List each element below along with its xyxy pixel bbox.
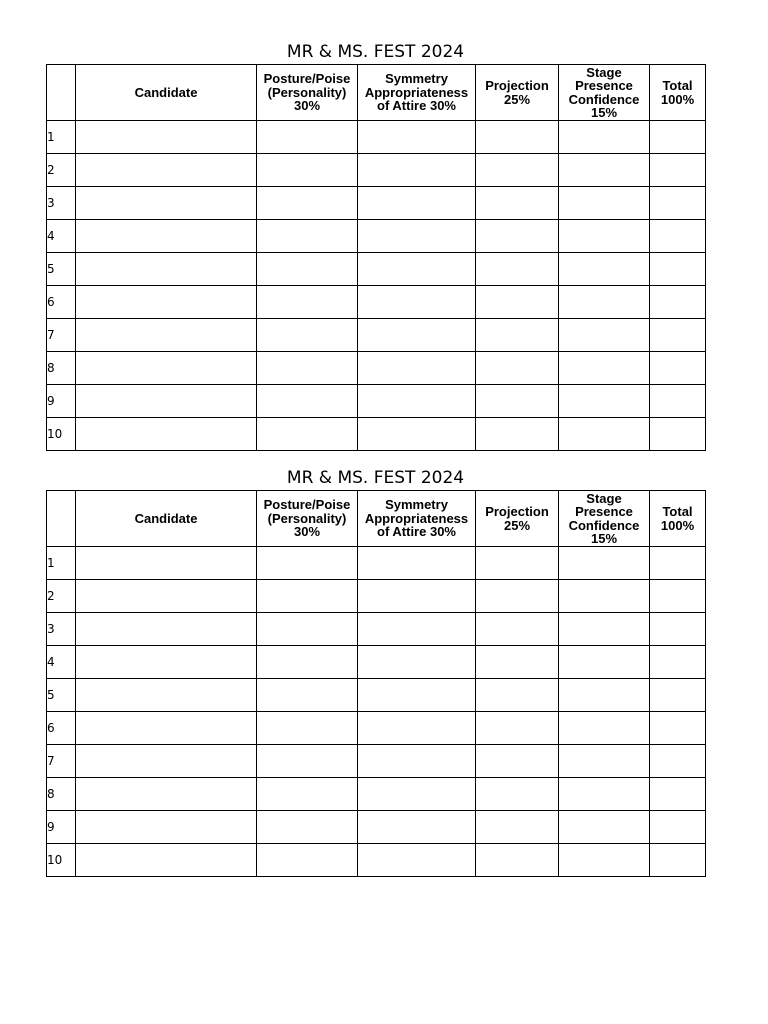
symmetry-score-cell[interactable] — [358, 154, 476, 187]
sheet-title: MR & MS. FEST 2024 — [286, 42, 465, 62]
posture-score-cell[interactable] — [257, 778, 358, 811]
total-score-cell[interactable] — [650, 547, 706, 580]
symmetry-score-cell[interactable] — [358, 844, 476, 877]
row-number: 2 — [47, 154, 76, 187]
total-score-cell[interactable] — [650, 712, 706, 745]
posture-score-cell[interactable] — [257, 580, 358, 613]
symmetry-score-cell[interactable] — [358, 385, 476, 418]
candidate-cell[interactable] — [76, 547, 257, 580]
symmetry-score-cell[interactable] — [358, 319, 476, 352]
total-score-cell[interactable] — [650, 187, 706, 220]
posture-score-cell[interactable] — [257, 154, 358, 187]
table-row — [47, 745, 706, 778]
header-posture: Posture/Poise (Personality) 30% — [257, 65, 358, 121]
posture-score-cell[interactable] — [257, 220, 358, 253]
symmetry-score-cell[interactable] — [358, 712, 476, 745]
stage-presence-score-cell[interactable] — [559, 580, 650, 613]
projection-score-cell[interactable] — [476, 385, 559, 418]
row-number: 9 — [47, 385, 76, 418]
header-row — [47, 491, 706, 547]
candidate-cell[interactable] — [76, 385, 257, 418]
total-score-cell[interactable] — [650, 646, 706, 679]
total-score-cell[interactable] — [650, 679, 706, 712]
sheet-title: MR & MS. FEST 2024 — [286, 468, 465, 488]
stage-presence-score-cell[interactable] — [559, 352, 650, 385]
candidate-cell[interactable] — [76, 745, 257, 778]
table-row — [47, 580, 706, 613]
projection-score-cell[interactable] — [476, 121, 559, 154]
posture-score-cell[interactable] — [257, 121, 358, 154]
table-row — [47, 286, 706, 319]
total-score-cell[interactable] — [650, 580, 706, 613]
projection-score-cell[interactable] — [476, 253, 559, 286]
row-number: 1 — [47, 121, 76, 154]
total-score-cell[interactable] — [650, 778, 706, 811]
posture-score-cell[interactable] — [257, 844, 358, 877]
stage-presence-score-cell[interactable] — [559, 286, 650, 319]
symmetry-score-cell[interactable] — [358, 646, 476, 679]
table-row — [47, 352, 706, 385]
stage-presence-score-cell[interactable] — [559, 646, 650, 679]
total-score-cell[interactable] — [650, 286, 706, 319]
stage-presence-score-cell[interactable] — [559, 844, 650, 877]
symmetry-score-cell[interactable] — [358, 220, 476, 253]
header-projection: Projection 25% — [476, 65, 559, 121]
candidate-cell[interactable] — [76, 811, 257, 844]
stage-presence-score-cell[interactable] — [559, 778, 650, 811]
header-stage-presence: Stage Presence Confidence 15% — [559, 65, 650, 121]
posture-score-cell[interactable] — [257, 712, 358, 745]
candidate-cell[interactable] — [76, 418, 257, 451]
row-number: 4 — [47, 220, 76, 253]
candidate-cell[interactable] — [76, 646, 257, 679]
symmetry-score-cell[interactable] — [358, 286, 476, 319]
projection-score-cell[interactable] — [476, 547, 559, 580]
stage-presence-score-cell[interactable] — [559, 547, 650, 580]
stage-presence-score-cell[interactable] — [559, 613, 650, 646]
table-row — [47, 319, 706, 352]
score-rows — [47, 121, 706, 451]
posture-score-cell[interactable] — [257, 811, 358, 844]
stage-presence-score-cell[interactable] — [559, 811, 650, 844]
table-row — [47, 778, 706, 811]
candidate-cell[interactable] — [76, 712, 257, 745]
candidate-cell[interactable] — [76, 220, 257, 253]
table-row — [47, 646, 706, 679]
projection-score-cell[interactable] — [476, 679, 559, 712]
posture-score-cell[interactable] — [257, 613, 358, 646]
header-total: Total 100% — [650, 65, 706, 121]
total-score-cell[interactable] — [650, 319, 706, 352]
candidate-cell[interactable] — [76, 286, 257, 319]
row-number: 7 — [47, 319, 76, 352]
projection-score-cell[interactable] — [476, 745, 559, 778]
posture-score-cell[interactable] — [257, 187, 358, 220]
table-row — [47, 220, 706, 253]
posture-score-cell[interactable] — [257, 286, 358, 319]
table-row — [47, 121, 706, 154]
row-number: 3 — [47, 613, 76, 646]
projection-score-cell[interactable] — [476, 580, 559, 613]
row-number: 6 — [47, 712, 76, 745]
header-symmetry: Symmetry Appropriateness of Attire 30% — [358, 491, 476, 547]
symmetry-score-cell[interactable] — [358, 253, 476, 286]
candidate-cell[interactable] — [76, 121, 257, 154]
posture-score-cell[interactable] — [257, 646, 358, 679]
candidate-cell[interactable] — [76, 844, 257, 877]
row-number: 2 — [47, 580, 76, 613]
header-posture: Posture/Poise (Personality) 30% — [257, 491, 358, 547]
table-row — [47, 679, 706, 712]
symmetry-score-cell[interactable] — [358, 418, 476, 451]
symmetry-score-cell[interactable] — [358, 745, 476, 778]
posture-score-cell[interactable] — [257, 385, 358, 418]
total-score-cell[interactable] — [650, 253, 706, 286]
stage-presence-score-cell[interactable] — [559, 121, 650, 154]
row-number: 8 — [47, 778, 76, 811]
symmetry-score-cell[interactable] — [358, 352, 476, 385]
header-candidate: Candidate — [76, 491, 257, 547]
row-number: 9 — [47, 811, 76, 844]
header-number — [47, 491, 76, 547]
candidate-cell[interactable] — [76, 319, 257, 352]
stage-presence-score-cell[interactable] — [559, 187, 650, 220]
projection-score-cell[interactable] — [476, 319, 559, 352]
symmetry-score-cell[interactable] — [358, 547, 476, 580]
symmetry-score-cell[interactable] — [358, 187, 476, 220]
projection-score-cell[interactable] — [476, 778, 559, 811]
projection-score-cell[interactable] — [476, 286, 559, 319]
score-table — [46, 490, 706, 877]
stage-presence-score-cell[interactable] — [559, 418, 650, 451]
posture-score-cell[interactable] — [257, 319, 358, 352]
posture-score-cell[interactable] — [257, 352, 358, 385]
header-total: Total 100% — [650, 491, 706, 547]
header-candidate: Candidate — [76, 65, 257, 121]
projection-score-cell[interactable] — [476, 418, 559, 451]
row-number: 10 — [47, 844, 76, 877]
stage-presence-score-cell[interactable] — [559, 679, 650, 712]
candidate-cell[interactable] — [76, 679, 257, 712]
candidate-cell[interactable] — [76, 352, 257, 385]
projection-score-cell[interactable] — [476, 844, 559, 877]
symmetry-score-cell[interactable] — [358, 121, 476, 154]
projection-score-cell[interactable] — [476, 154, 559, 187]
symmetry-score-cell[interactable] — [358, 613, 476, 646]
row-number: 7 — [47, 745, 76, 778]
table-row — [47, 712, 706, 745]
stage-presence-score-cell[interactable] — [559, 154, 650, 187]
candidate-cell[interactable] — [76, 580, 257, 613]
symmetry-score-cell[interactable] — [358, 778, 476, 811]
posture-score-cell[interactable] — [257, 679, 358, 712]
table-row — [47, 187, 706, 220]
table-row — [47, 547, 706, 580]
stage-presence-score-cell[interactable] — [559, 319, 650, 352]
header-projection: Projection 25% — [476, 491, 559, 547]
score-sheet-1 — [46, 42, 705, 451]
row-number: 1 — [47, 547, 76, 580]
posture-score-cell[interactable] — [257, 745, 358, 778]
symmetry-score-cell[interactable] — [358, 811, 476, 844]
score-rows — [47, 547, 706, 877]
row-number: 6 — [47, 286, 76, 319]
posture-score-cell[interactable] — [257, 418, 358, 451]
symmetry-score-cell[interactable] — [358, 580, 476, 613]
score-table — [46, 64, 706, 451]
symmetry-score-cell[interactable] — [358, 679, 476, 712]
stage-presence-score-cell[interactable] — [559, 253, 650, 286]
stage-presence-score-cell[interactable] — [559, 385, 650, 418]
stage-presence-score-cell[interactable] — [559, 745, 650, 778]
row-number: 10 — [47, 418, 76, 451]
header-symmetry: Symmetry Appropriateness of Attire 30% — [358, 65, 476, 121]
candidate-cell[interactable] — [76, 778, 257, 811]
row-number: 8 — [47, 352, 76, 385]
projection-score-cell[interactable] — [476, 646, 559, 679]
table-row — [47, 253, 706, 286]
total-score-cell[interactable] — [650, 811, 706, 844]
row-number: 5 — [47, 253, 76, 286]
projection-score-cell[interactable] — [476, 613, 559, 646]
header-row — [47, 65, 706, 121]
table-row — [47, 613, 706, 646]
projection-score-cell[interactable] — [476, 712, 559, 745]
row-number: 3 — [47, 187, 76, 220]
table-row — [47, 385, 706, 418]
total-score-cell[interactable] — [650, 745, 706, 778]
posture-score-cell[interactable] — [257, 253, 358, 286]
projection-score-cell[interactable] — [476, 811, 559, 844]
posture-score-cell[interactable] — [257, 547, 358, 580]
score-sheet-2 — [46, 468, 705, 877]
total-score-cell[interactable] — [650, 844, 706, 877]
table-row — [47, 844, 706, 877]
candidate-cell[interactable] — [76, 253, 257, 286]
candidate-cell[interactable] — [76, 154, 257, 187]
table-row — [47, 418, 706, 451]
stage-presence-score-cell[interactable] — [559, 712, 650, 745]
table-row — [47, 154, 706, 187]
candidate-cell[interactable] — [76, 187, 257, 220]
row-number: 5 — [47, 679, 76, 712]
total-score-cell[interactable] — [650, 154, 706, 187]
projection-score-cell[interactable] — [476, 220, 559, 253]
total-score-cell[interactable] — [650, 220, 706, 253]
candidate-cell[interactable] — [76, 613, 257, 646]
total-score-cell[interactable] — [650, 418, 706, 451]
table-row — [47, 811, 706, 844]
total-score-cell[interactable] — [650, 121, 706, 154]
header-stage-presence: Stage Presence Confidence 15% — [559, 491, 650, 547]
total-score-cell[interactable] — [650, 613, 706, 646]
total-score-cell[interactable] — [650, 385, 706, 418]
stage-presence-score-cell[interactable] — [559, 220, 650, 253]
projection-score-cell[interactable] — [476, 352, 559, 385]
projection-score-cell[interactable] — [476, 187, 559, 220]
header-number — [47, 65, 76, 121]
row-number: 4 — [47, 646, 76, 679]
total-score-cell[interactable] — [650, 352, 706, 385]
